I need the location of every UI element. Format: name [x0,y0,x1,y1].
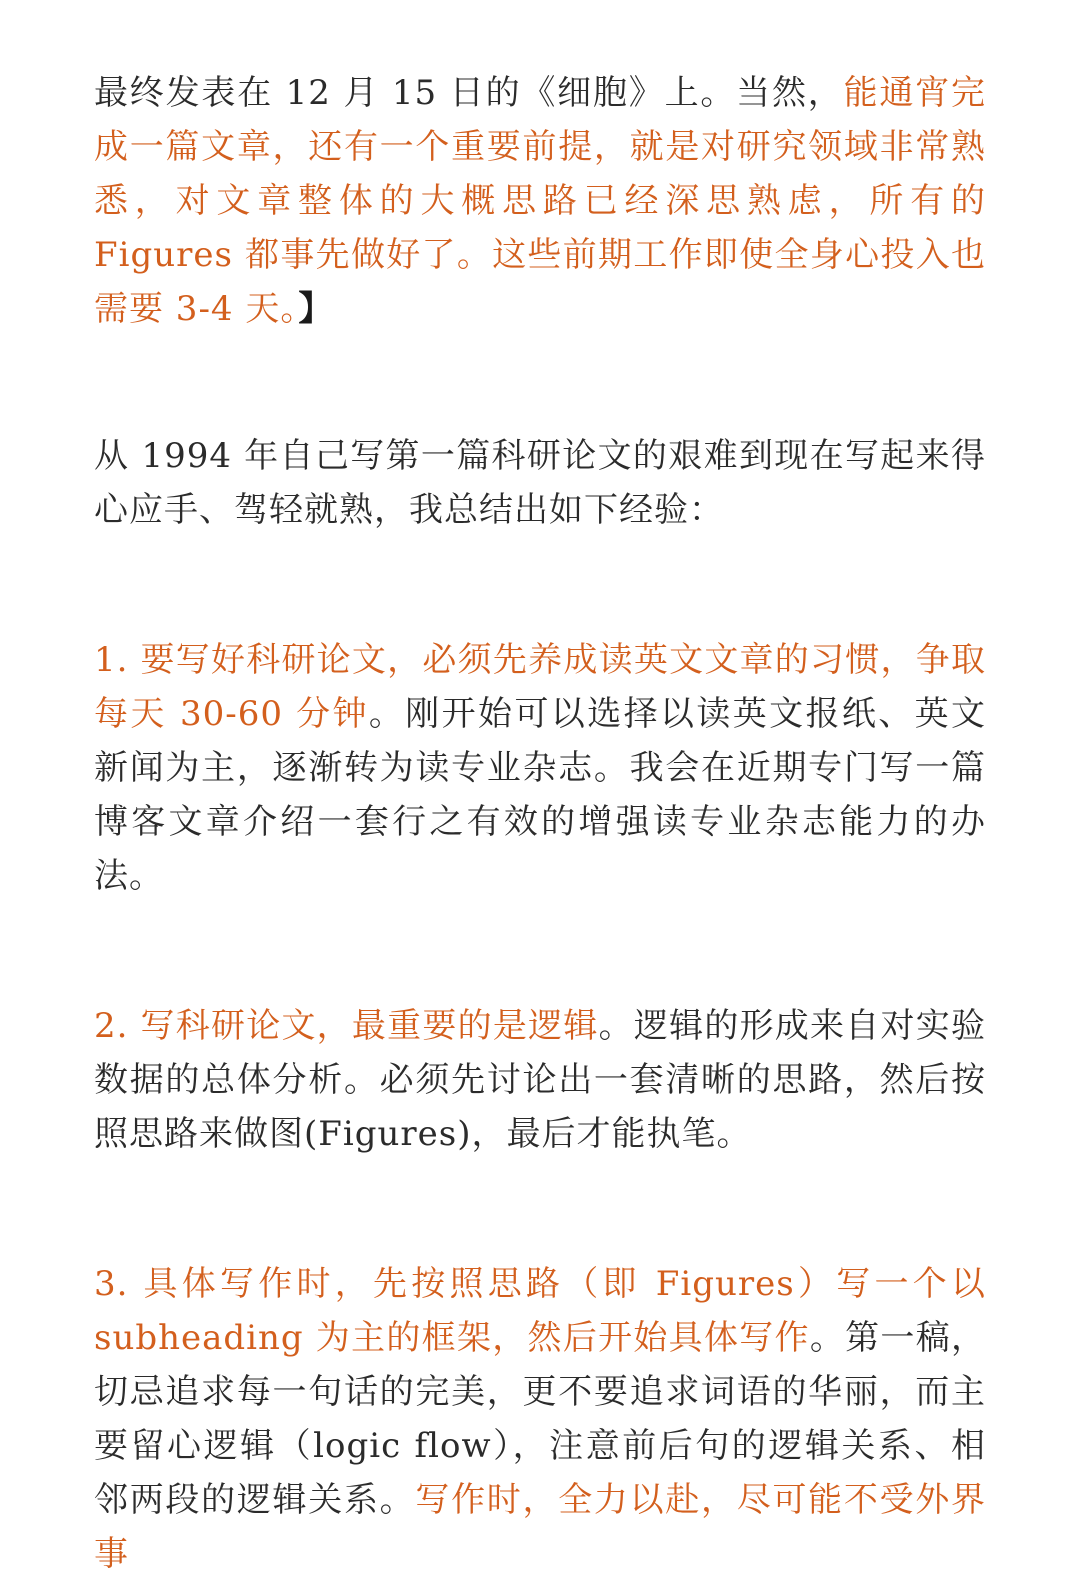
paragraph-intro [94,429,986,537]
plain-text: 最终发表在 12 月 15 日的《细胞》上。当然， [94,73,844,113]
highlighted-text-2: 写作时，全力以赴，尽可能不受外界事 [94,1480,986,1574]
highlighted-text: 3. 具体写作时，先按照思路（即 Figures）写一个以 subheading 为主的框架，然后开始具体写作 [94,1264,986,1358]
paragraph-tip-2 [94,999,986,1161]
paragraph-tip-1 [94,633,986,903]
highlighted-text: 1. 要写好科研论文，必须先养成读英文文章的习惯，争取每天 30-60 分钟 [94,640,986,734]
closing-bracket: 】 [298,289,334,329]
paragraph-conclusion [94,66,986,336]
plain-text: 从 1994 年自己写第一篇科研论文的艰难到现在写起来得心应手、驾轻就熟，我总结出如下经验： [94,436,986,530]
plain-text: 。第一稿，切忌追求每一句话的完美，更不要追求词语的华丽，而主要留心逻辑（logic flow），注意前后句的逻辑关系、相邻两段的逻辑关系。 [94,1318,986,1520]
paragraph-tip-3 [94,1257,986,1581]
plain-text: 。逻辑的形成来自对实验数据的总体分析。必须先讨论出一套清晰的思路，然后按照思路来做图(Figures)，最后才能执笔。 [94,1006,987,1154]
plain-text: 。刚开始可以选择以读英文报纸、英文新闻为主，逐渐转为读专业杂志。我会在近期专门写一篇博客文章介绍一套行之有效的增强读专业杂志能力的办法。 [94,694,987,896]
highlighted-text: 能通宵完成一篇文章，还有一个重要前提，就是对研究领域非常熟悉，对文章整体的大概思路已经深思熟虑，所有的 Figures 都事先做好了。这些前期工作即使全身心投入也需要 3-4 天。 [94,73,986,329]
highlighted-text: 2. 写科研论文，最重要的是逻辑 [94,1006,599,1046]
